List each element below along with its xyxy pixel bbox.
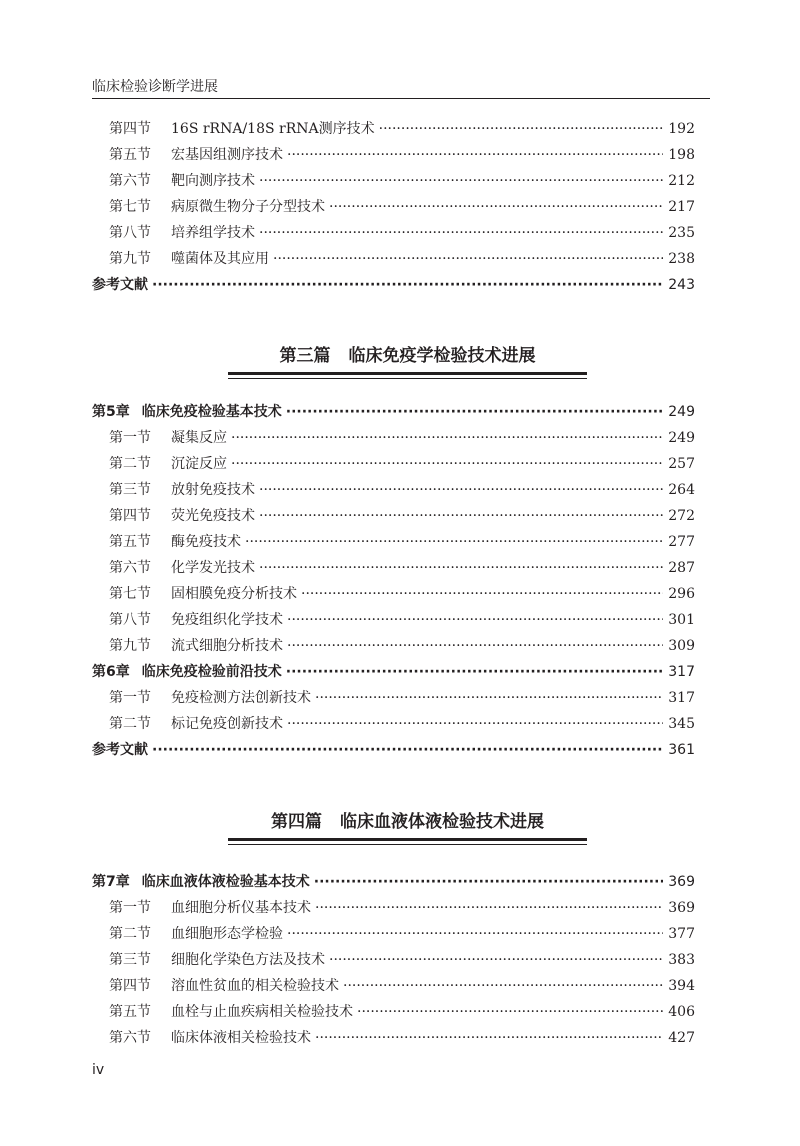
leader-dots [315, 1025, 663, 1051]
leader-dots [286, 399, 663, 425]
toc-section-row[interactable]: 第八节 免疫组织化学技术 ····· 301 [92, 607, 695, 633]
leader-dots [357, 999, 663, 1025]
leader-dots [231, 425, 663, 451]
toc-section-row[interactable]: 第五节 宏基因组测序技术 ····· 198 [92, 142, 695, 168]
toc-section-row[interactable]: 第九节 流式细胞分析技术 ····· 309 [92, 633, 695, 659]
leader-dots [329, 947, 663, 973]
leader-dots [259, 555, 663, 581]
toc-references-row[interactable]: 参考文献 ····· 243 [92, 272, 695, 298]
toc-section-row[interactable]: 第七节 病原微生物分子分型技术 ····· 217 [92, 194, 695, 220]
toc-section-row[interactable]: 第一节 免疫检测方法创新技术 ····· 317 [92, 685, 695, 711]
toc-section-row[interactable]: 第五节 酶免疫技术 ····· 277 [92, 529, 695, 555]
running-head: 临床检验诊断学进展 [92, 79, 218, 95]
toc-block-immunology [92, 399, 695, 763]
header-rule [92, 98, 710, 99]
part-rule-thick [228, 838, 587, 841]
toc-section-row[interactable]: 第一节 凝集反应 ····· 249 [92, 425, 695, 451]
leader-dots [152, 737, 663, 763]
leader-dots [287, 711, 663, 737]
toc-section-row[interactable]: 第六节 化学发光技术 ····· 287 [92, 555, 695, 581]
toc-chapter-row[interactable]: 第6章 临床免疫检验前沿技术 ····· 317 [92, 659, 695, 685]
leader-dots [287, 607, 663, 633]
toc-section-row[interactable]: 第三节 细胞化学染色方法及技术 ····· 383 [92, 947, 695, 973]
leader-dots [287, 633, 663, 659]
leader-dots [315, 895, 663, 921]
toc-section-row[interactable]: 第四节 16S rRNA/18S rRNA测序技术 ····· 192 [92, 116, 695, 142]
leader-dots [259, 168, 663, 194]
toc-references-row[interactable]: 参考文献 ····· 361 [92, 737, 695, 763]
part-rule-thin [228, 378, 587, 379]
toc-section-row[interactable]: 第七节 固相膜免疫分析技术 ····· 296 [92, 581, 695, 607]
leader-dots [379, 116, 663, 142]
part-heading-3: 第三篇 临床免疫学检验技术进展 [279, 346, 536, 366]
part-heading-4: 第四篇 临床血液体液检验技术进展 [271, 812, 544, 832]
leader-dots [231, 451, 663, 477]
toc-section-row[interactable]: 第四节 荧光免疫技术 ····· 272 [92, 503, 695, 529]
leader-dots [329, 194, 663, 220]
toc-section-row[interactable]: 第六节 临床体液相关检验技术 ····· 427 [92, 1025, 695, 1051]
toc-section-row[interactable]: 第六节 靶向测序技术 ····· 212 [92, 168, 695, 194]
leader-dots [301, 581, 663, 607]
leader-dots [287, 921, 663, 947]
toc-block-hematology [92, 869, 695, 1051]
toc-section-row[interactable]: 第二节 血细胞形态学检验 ····· 377 [92, 921, 695, 947]
toc-chapter-row[interactable]: 第7章 临床血液体液检验基本技术 ····· 369 [92, 869, 695, 895]
toc-section-row[interactable]: 第三节 放射免疫技术 ····· 264 [92, 477, 695, 503]
leader-dots [315, 685, 663, 711]
toc-chapter-row[interactable]: 第5章 临床免疫检验基本技术 ····· 249 [92, 399, 695, 425]
leader-dots [314, 869, 663, 895]
leader-dots [287, 142, 663, 168]
toc-section-row[interactable]: 第五节 血栓与止血疾病相关检验技术 ····· 406 [92, 999, 695, 1025]
page-number: iv [92, 1062, 105, 1078]
toc-section-row[interactable]: 第八节 培养组学技术 ····· 235 [92, 220, 695, 246]
leader-dots [152, 272, 663, 298]
toc-section-row[interactable]: 第九节 噬菌体及其应用 ····· 238 [92, 246, 695, 272]
part-rule-thick [228, 372, 587, 375]
leader-dots [259, 220, 663, 246]
leader-dots [259, 503, 663, 529]
toc-section-row[interactable]: 第四节 溶血性贫血的相关检验技术 ····· 394 [92, 973, 695, 999]
leader-dots [286, 659, 663, 685]
leader-dots [343, 973, 663, 999]
part-rule-thin [228, 844, 587, 845]
leader-dots [245, 529, 663, 555]
toc-section-row[interactable]: 第一节 血细胞分析仪基本技术 ····· 369 [92, 895, 695, 921]
toc-section-row[interactable]: 第二节 标记免疫创新技术 ····· 345 [92, 711, 695, 737]
toc-block-microbiology [92, 116, 695, 298]
leader-dots [273, 246, 663, 272]
leader-dots [259, 477, 663, 503]
toc-section-row[interactable]: 第二节 沉淀反应 ····· 257 [92, 451, 695, 477]
